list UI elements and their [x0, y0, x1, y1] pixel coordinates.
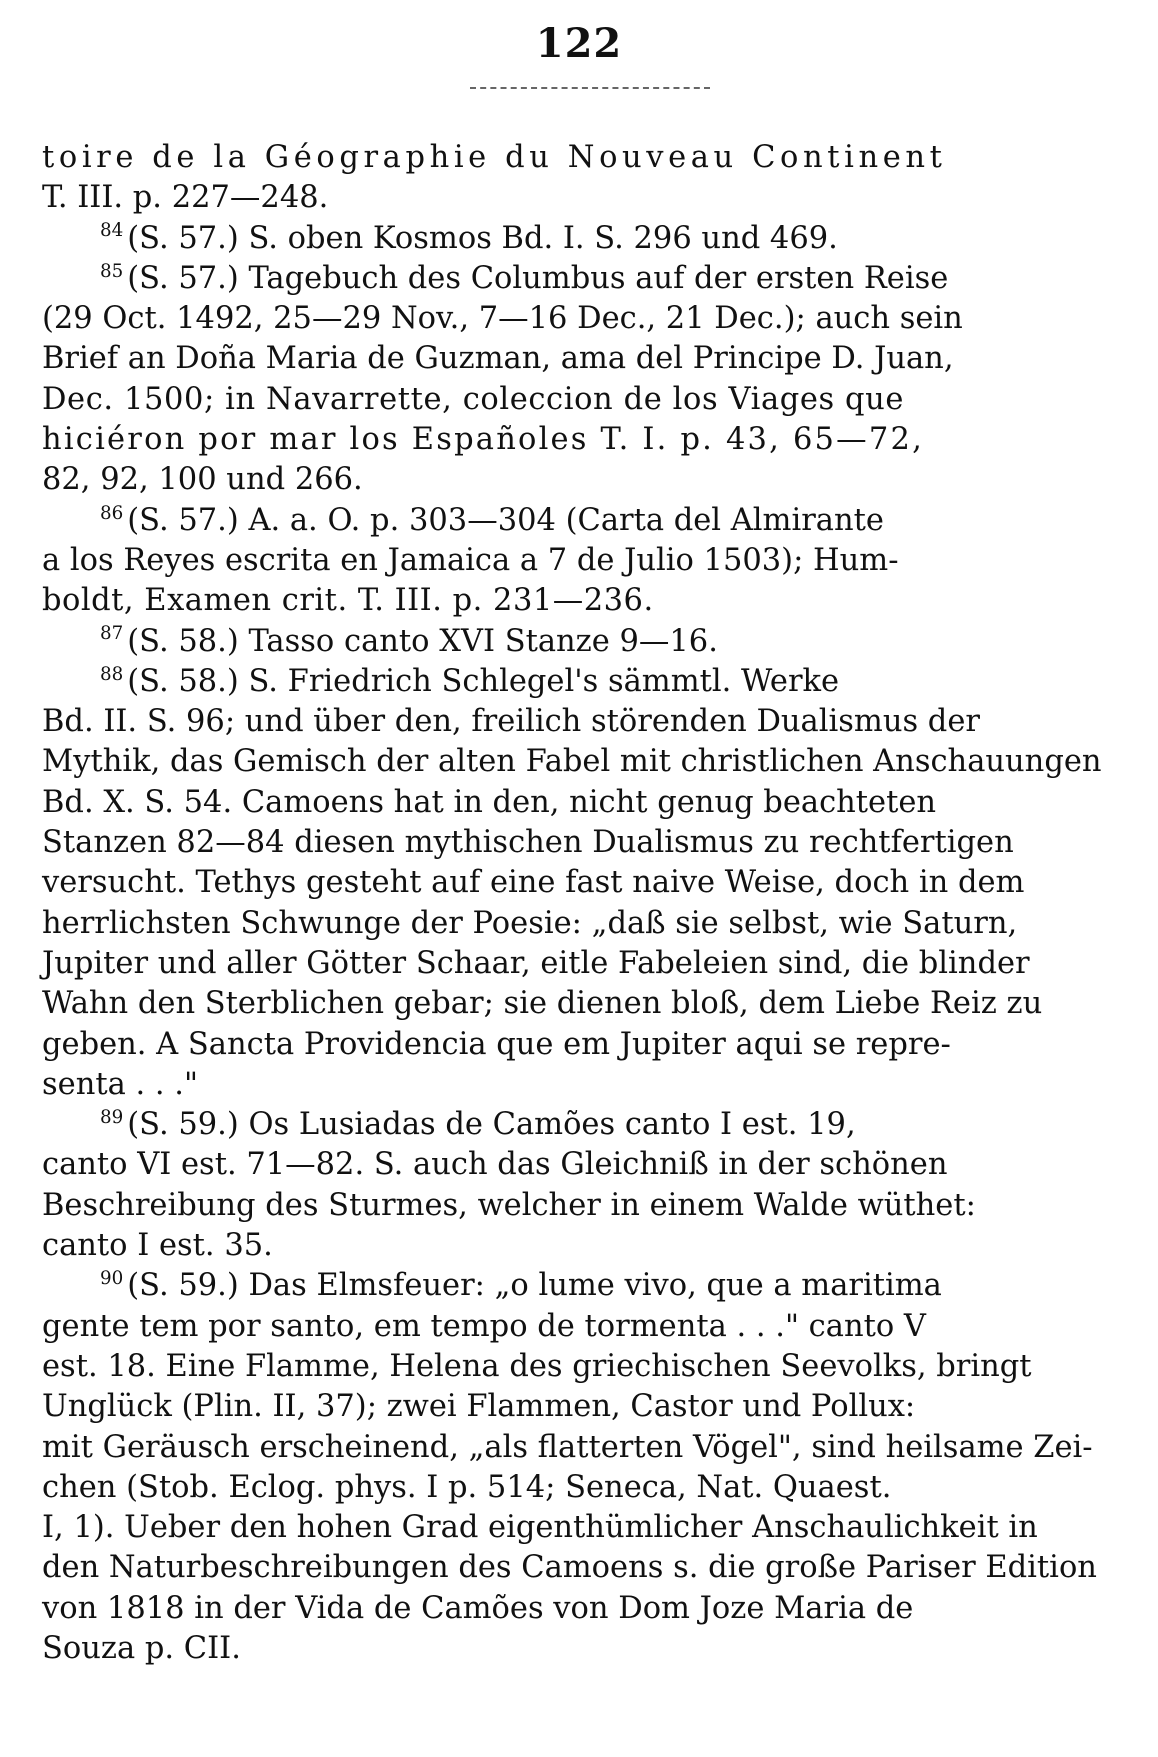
text-line — [42, 541, 1127, 581]
text-line — [42, 1629, 1127, 1669]
line-text: Beschreibung des Sturmes, welcher in einem Walde wüthet: — [42, 1187, 976, 1223]
line-text: (29 Oct. 1492, 25—29 Nov., 7—16 Dec., 21 Dec.); auch sein — [42, 301, 963, 337]
footnote-number: 85 — [100, 260, 124, 282]
footnote-number: 86 — [100, 502, 124, 524]
text-line — [42, 1226, 1127, 1266]
text-line — [42, 1508, 1127, 1548]
line-text: Bd. X. S. 54. Camoens hat in den, nicht genug beachteten — [42, 784, 937, 820]
text-line — [42, 783, 1127, 823]
line-text: von 1818 in der Vida de Camões von Dom Joze Maria de — [42, 1590, 914, 1626]
text-line — [42, 622, 1127, 662]
text-line — [42, 863, 1127, 903]
line-text: versucht. Tethys gesteht auf eine fast naive Weise, doch in dem — [42, 865, 1025, 901]
line-text: Stanzen 82—84 diesen mythischen Dualismus zu rechtfertigen — [42, 825, 1014, 861]
text-line — [42, 1387, 1127, 1427]
line-text: 82, 92, 100 und 266. — [42, 462, 363, 498]
text-line — [42, 1186, 1127, 1226]
line-text: chen (Stob. Eclog. phys. I p. 514; Seneca, Nat. Quaest. — [42, 1469, 892, 1505]
line-text: senta . . ." — [42, 1066, 198, 1102]
text-line — [42, 299, 1127, 339]
text-line — [42, 1065, 1127, 1105]
line-text: est. 18. Eine Flamme, Helena des griechischen Seevolks, bringt — [42, 1348, 1032, 1384]
text-line — [42, 1589, 1127, 1629]
line-text: (S. 57.) S. oben Kosmos Bd. I. S. 296 und 469. — [127, 220, 838, 256]
text-line — [42, 1347, 1127, 1387]
line-text: Souza p. CII. — [42, 1630, 241, 1666]
text-line — [42, 420, 1127, 460]
line-text: den Naturbeschreibungen des Camoens s. die große Pariser Edition — [42, 1550, 1097, 1586]
line-text: T. III. p. 227—248. — [42, 180, 329, 216]
line-text: I, 1). Ueber den hohen Grad eigenthümlicher Anschaulichkeit in — [42, 1510, 1038, 1546]
line-text: Bd. II. S. 96; und über den, freilich störenden Dualismus der — [42, 704, 980, 740]
footnotes-text — [42, 138, 1127, 1669]
line-text: canto I est. 35. — [42, 1228, 273, 1264]
line-text: Unglück (Plin. II, 37); zwei Flammen, Castor und Pollux: — [42, 1389, 916, 1425]
header-rule — [470, 87, 710, 89]
text-line — [42, 1025, 1127, 1065]
text-line — [42, 1105, 1127, 1145]
line-text: (S. 59.) Das Elmsfeuer: „o lume vivo, que a maritima — [127, 1268, 942, 1304]
line-text: Wahn den Sterblichen gebar; sie dienen bloß, dem Liebe Reiz zu — [42, 986, 1043, 1022]
line-text: Dec. 1500; in Navarrette, coleccion de los Viages que — [42, 381, 905, 417]
line-text: gente tem por santo, em tempo de tormenta . . ." canto V — [42, 1308, 926, 1344]
text-line — [42, 259, 1127, 299]
text-line — [42, 662, 1127, 702]
text-line — [42, 742, 1127, 782]
text-line — [42, 904, 1127, 944]
text-line — [42, 702, 1127, 742]
text-line — [42, 1307, 1127, 1347]
text-line — [42, 1145, 1127, 1185]
text-line — [42, 178, 1127, 218]
line-text: (S. 57.) A. a. O. p. 303—304 (Carta del Almirante — [127, 502, 884, 538]
footnote-number: 87 — [100, 623, 124, 645]
text-line — [42, 138, 1127, 178]
line-text: Brief an Doña Maria de Guzman, ama del Principe D. Juan, — [42, 341, 954, 377]
footnote-number: 84 — [100, 220, 124, 242]
text-line — [42, 1266, 1127, 1306]
text-line — [42, 339, 1127, 379]
text-line — [42, 380, 1127, 420]
footnote-number: 90 — [100, 1268, 124, 1290]
text-line — [42, 944, 1127, 984]
line-text: (S. 57.) Tagebuch des Columbus auf der ersten Reise — [127, 260, 949, 296]
text-line — [42, 1468, 1127, 1508]
line-text: herrlichsten Schwunge der Poesie: „daß sie selbst, wie Saturn, — [42, 905, 1018, 941]
line-text: geben. A Sancta Providencia que em Jupiter aqui se repre- — [42, 1026, 951, 1062]
line-text: Jupiter und aller Götter Schaar, eitle Fabeleien sind, die blinder — [42, 945, 1030, 981]
line-text: mit Geräusch erscheinend, „als flatterten Vögel", sind heilsame Zei- — [42, 1429, 1093, 1465]
line-text: hiciéron por mar los Españoles T. I. p. 43, 65—72, — [42, 422, 924, 458]
footnote-number: 89 — [100, 1106, 124, 1128]
footnote-number: 88 — [100, 663, 124, 685]
line-text: canto VI est. 71—82. S. auch das Gleichniß in der schönen — [42, 1147, 948, 1183]
text-line — [42, 460, 1127, 500]
page-number: 122 — [535, 20, 623, 67]
line-text: a los Reyes escrita en Jamaica a 7 de Julio 1503); Hum- — [42, 542, 899, 578]
text-line — [42, 984, 1127, 1024]
text-line — [42, 501, 1127, 541]
text-line — [42, 1548, 1127, 1588]
text-line — [42, 823, 1127, 863]
text-line — [42, 581, 1127, 621]
line-text: boldt, Examen crit. T. III. p. 231—236. — [42, 583, 654, 619]
line-text: (S. 59.) Os Lusiadas de Camões canto I est. 19, — [127, 1107, 856, 1143]
line-text: (S. 58.) Tasso canto XVI Stanze 9—16. — [127, 623, 718, 659]
text-line — [42, 1428, 1127, 1468]
line-text: toire de la Géographie du Nouveau Continent — [42, 140, 947, 175]
line-text: (S. 58.) S. Friedrich Schlegel's sämmtl. Werke — [127, 663, 840, 699]
line-text: Mythik, das Gemisch der alten Fabel mit christlichen Anschauungen — [42, 744, 1102, 780]
text-line — [42, 219, 1127, 259]
